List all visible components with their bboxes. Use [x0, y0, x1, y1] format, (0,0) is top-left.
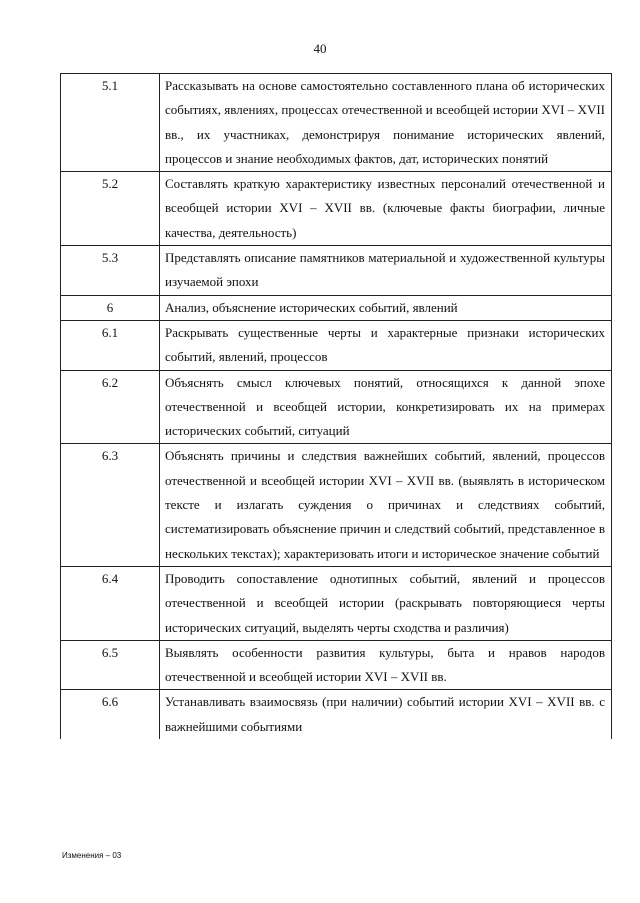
row-number: 6.4 [61, 566, 160, 640]
row-number: 5.1 [61, 74, 160, 172]
page-number: 40 [313, 41, 327, 56]
row-number: 6.2 [61, 370, 160, 444]
requirements-table [60, 73, 612, 739]
row-number: 6.1 [61, 320, 160, 370]
row-text: Раскрывать существенные черты и характерные признаки исторических событий, явлений, процессов [160, 320, 612, 370]
row-text: Устанавливать взаимосвязь (при наличии) событий истории XVI – XVII вв. с важнейшими событиями [160, 690, 612, 739]
table-row [61, 172, 612, 246]
row-number: 5.3 [61, 246, 160, 296]
row-number: 6.3 [61, 444, 160, 566]
row-number: 5.2 [61, 172, 160, 246]
table-row [61, 640, 612, 690]
row-number: 6.5 [61, 640, 160, 690]
row-number: 6 [61, 295, 160, 320]
row-number: 6.6 [61, 690, 160, 739]
table-row [61, 690, 612, 739]
table-row [61, 74, 612, 172]
table-row [61, 444, 612, 566]
table-row [61, 566, 612, 640]
table-row [61, 295, 612, 320]
row-text: Выявлять особенности развития культуры, быта и нравов народов отечественной и всеобщей истории XVI – XVII вв. [160, 640, 612, 690]
row-text: Представлять описание памятников материальной и художественной культуры изучаемой эпохи [160, 246, 612, 296]
table-row [61, 320, 612, 370]
row-text: Составлять краткую характеристику известных персоналий отечественной и всеобщей истории XVI – XVII вв. (ключевые факты биографии, личные качества, деятельность) [160, 172, 612, 246]
row-text: Объяснять смысл ключевых понятий, относящихся к данной эпохе отечественной и всеобщей истории, конкретизировать их на примерах исторических событий, ситуаций [160, 370, 612, 444]
row-text: Рассказывать на основе самостоятельно составленного плана об исторических событиях, явлениях, процессах отечественной и всеобщей истории XVI – XVII вв., их участниках, демонстрируя понимание исторических явлений, процессов и знание необходимых фактов, дат, исторических понятий [160, 74, 612, 172]
row-text: Объяснять причины и следствия важнейших событий, явлений, процессов отечественной и всеобщей истории XVI – XVII вв. (выявлять в историческом тексте и излагать суждения о причинах и следствиях событий, систематизировать объяснение причин и следствий событий, представленное в нескольких текстах); характеризовать итоги и историческое значение событий [160, 444, 612, 566]
footer-revision-note: Изменения – 03 [62, 851, 122, 860]
row-text: Проводить сопоставление однотипных событий, явлений и процессов отечественной и всеобщей истории (раскрывать повторяющиеся черты исторических ситуаций, выделять черты сходства и различия) [160, 566, 612, 640]
row-text: Анализ, объяснение исторических событий, явлений [160, 295, 612, 320]
table-row [61, 246, 612, 296]
table-row [61, 370, 612, 444]
